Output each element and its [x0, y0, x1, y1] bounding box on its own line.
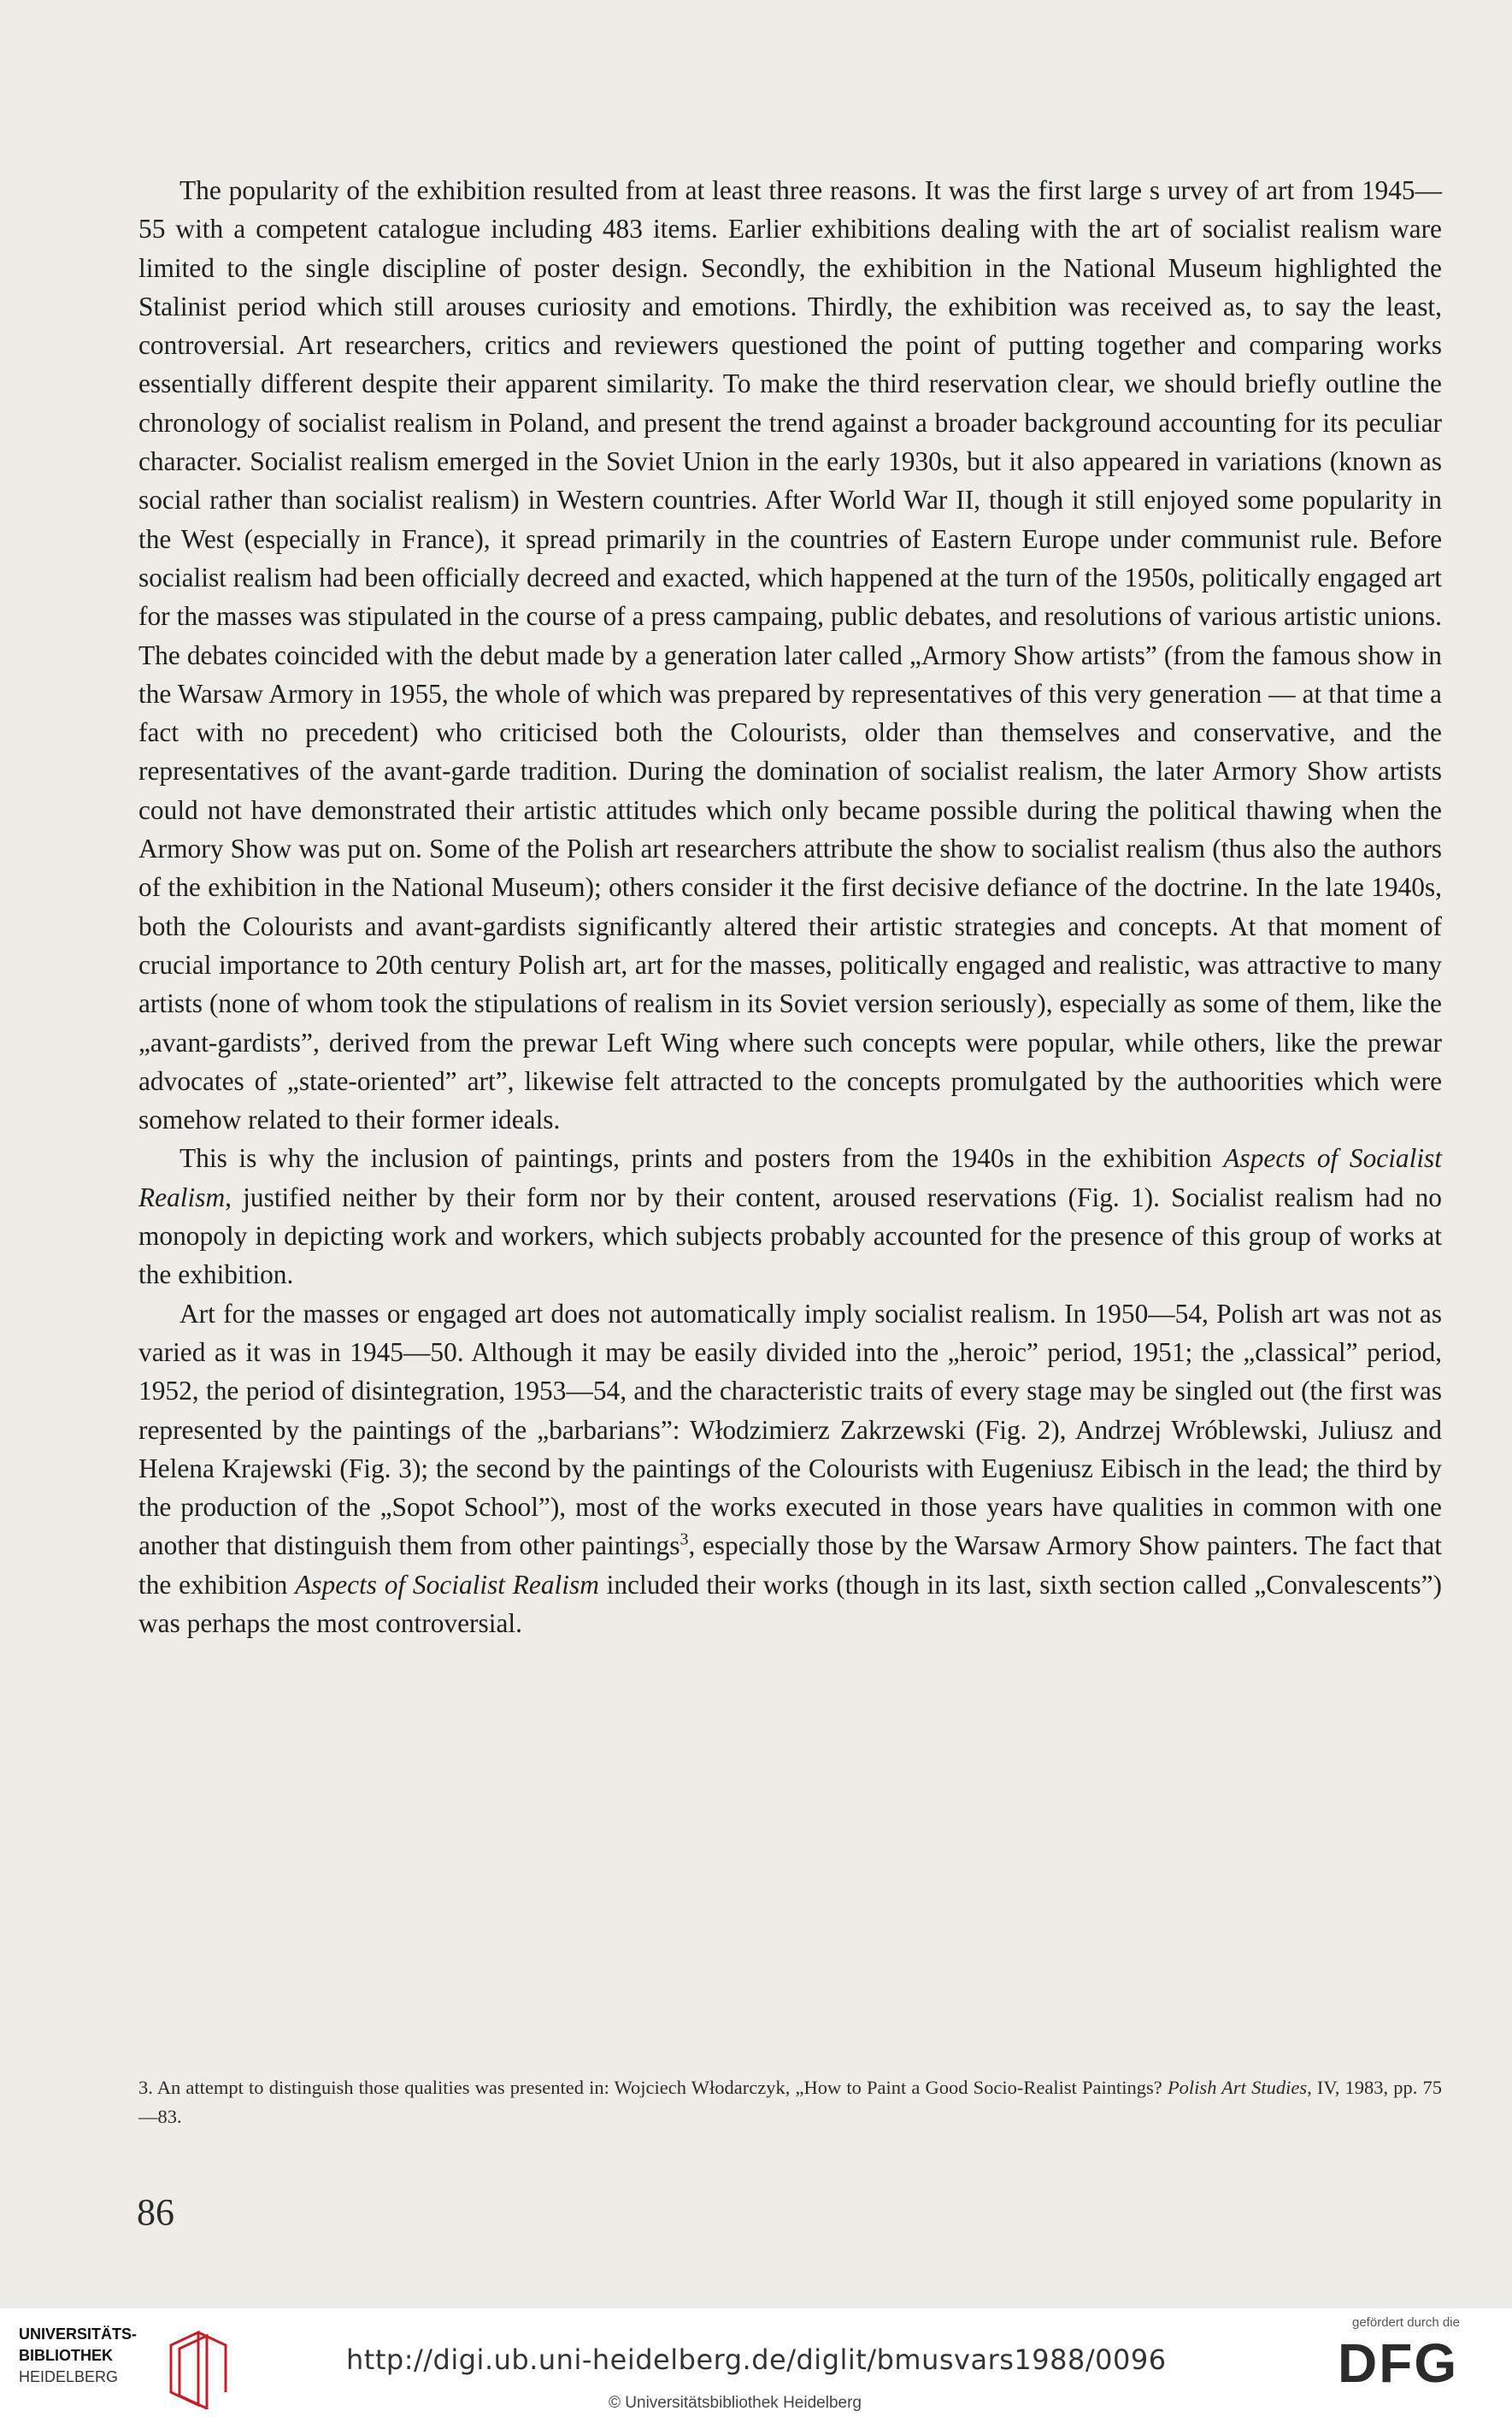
footnote-text-after: , IV, 1983, pp. 75—83.	[138, 2077, 1443, 2127]
library-emblem-icon	[164, 2328, 232, 2409]
library-name-line-3: HEIDELBERG	[19, 2368, 119, 2385]
paragraph-2	[138, 1139, 1442, 1294]
body-text	[138, 171, 1442, 1642]
footnote-journal-title: Polish Art Studies	[1167, 2077, 1308, 2098]
footnote-number: 3.	[138, 2077, 153, 2098]
paragraph-3-text-after: included their works (though in its last, sixth section called „Convalescents”) was perhaps the most controversial.	[138, 1569, 1443, 1638]
library-name	[19, 2324, 137, 2388]
library-name-line-2: BIBLIOTHEK	[19, 2347, 113, 2364]
paragraph-3-text-before: Art for the masses or engaged art does not automatically imply socialist realism. In 1950—54, Polish art was not as varied as it was in 1945—50. Although it may be easily divided into the „heroic” period, 1951; the „classical” period, 1952, the period of disintegration, 1953—54, and the characteristic traits of every stage may be singled out (the first was represented by the paintings of the „barbarians”: Włodzimierz Zakrzewski (Fig. 2), Andrzej Wróblewski, Juliusz and Helena Krajewski (Fig. 3); the second by the paintings of the Colourists with Eugeniusz Eibisch in the lead; the third by the production of the „Sopot School”), most of the works executed in those years have qualities in common with one another that distinguish them from other paintings	[138, 1298, 1442, 1561]
page-number: 86	[137, 2191, 174, 2233]
footnote-text-before: An attempt to distinguish those qualities was presented in: Wojciech Włodarczyk, „How to Paint a Good Socio-Realist Paintings?	[156, 2077, 1168, 2098]
footnote-reference[interactable]: 3	[680, 1530, 689, 1549]
paragraph-2-text-after: , justified neither by their form nor by their content, aroused reservations (Fig. 1). Socialist realism had no monopoly in depicting work and workers, which subjects probably accounted for the presence of this group of works at the exhibition.	[138, 1182, 1442, 1290]
copyright-notice: © Universitätsbibliothek Heidelberg	[609, 2394, 862, 2412]
library-name-line-1: UNIVERSITÄTS-	[19, 2326, 138, 2343]
paragraph-3-text-middle: , especially those by the Warsaw Armory Show painters. The fact that the exhibition	[138, 1530, 1443, 1600]
exhibition-title: Aspects of Socialist Realism	[295, 1569, 599, 1600]
paragraph-1	[138, 171, 1442, 1139]
document-url-link[interactable]: http://digi.ub.uni-heidelberg.de/diglit/bmusvars1988/0096	[346, 2343, 1167, 2376]
exhibition-title: Aspects of Socialist Realism	[138, 1143, 1442, 1212]
funded-by-label: gefördert durch die	[1352, 2315, 1460, 2330]
paragraph-1-text: The popularity of the exhibition resulted from at least three reasons. It was the first large s urvey of art from 1945—55 with a competent catalogue including 483 items. Earlier exhibitions dealing with the art of socialist realism ware limited to the single discipline of poster design. Secondly, the exhibition in the National Museum highlighted the Stalinist period which still arouses curiosity and emotions. Thirdly, the exhibition was received as, to say the least, controversial. Art researchers, critics and reviewers questioned the point of putting together and comparing works essentially different despite their apparent similarity. To make the third reservation clear, we should briefly outline the chronology of socialist realism in Poland, and present the trend against a broader background accounting for its peculiar character. Socialist realism emerged in the Soviet Union in the early 1930s, but it also appeared in variations (known as social rather than socialist realism) in Western countries. After World War II, though it still enjoyed some popularity in the West (especially in France), it spread primarily in the countries of Eastern Europe under communist rule. Before socialist realism had been officially decreed and exacted, which happened at the turn of the 1950s, politically engaged art for the masses was stipulated in the course of a press campaing, public debates, and resolutions of various artistic unions. The debates coincided with the debut made by a generation later called „Armory Show artists” (from the famous show in the Warsaw Armory in 1955, the whole of which was prepared by representatives of this very generation — at that time a fact with no precedent) who criticised both the Colourists, older than themselves and conservative, and the representatives of the avant-garde tradition. During the domination of socialist realism, the later Armory Show artists could not have demonstrated their artistic attitudes which only became possible during the political thawing when the Armory Show was put on. Some of the Polish art researchers attribute the show to socialist realism (thus also the authors of the exhibition in the National Museum); others consider it the first decisive defiance of the doctrine. In the late 1940s, both the Colourists and avant-gardists significantly altered their artistic strategies and concepts. At that moment of crucial importance to 20th century Polish art, art for the masses, politically engaged and realistic, was attractive to many artists (none of whom took the stipulations of realism in its Soviet version seriously), especially as some of them, like the „avant-gardists”, derived from the prewar Left Wing where such concepts were popular, while others, like the prewar advocates of „state-oriented” art”, likewise felt attracted to the concepts promulgated by the authoorities which were somehow related to their former ideals.	[138, 175, 1442, 1135]
paragraph-3	[138, 1294, 1442, 1643]
dfg-logo[interactable]: DFG	[1338, 2332, 1459, 2394]
paragraph-2-text-before: This is why the inclusion of paintings, prints and posters from the 1940s in the exhibition	[179, 1143, 1224, 1174]
footnote	[138, 2073, 1442, 2131]
university-library-logo[interactable]	[19, 2324, 241, 2409]
